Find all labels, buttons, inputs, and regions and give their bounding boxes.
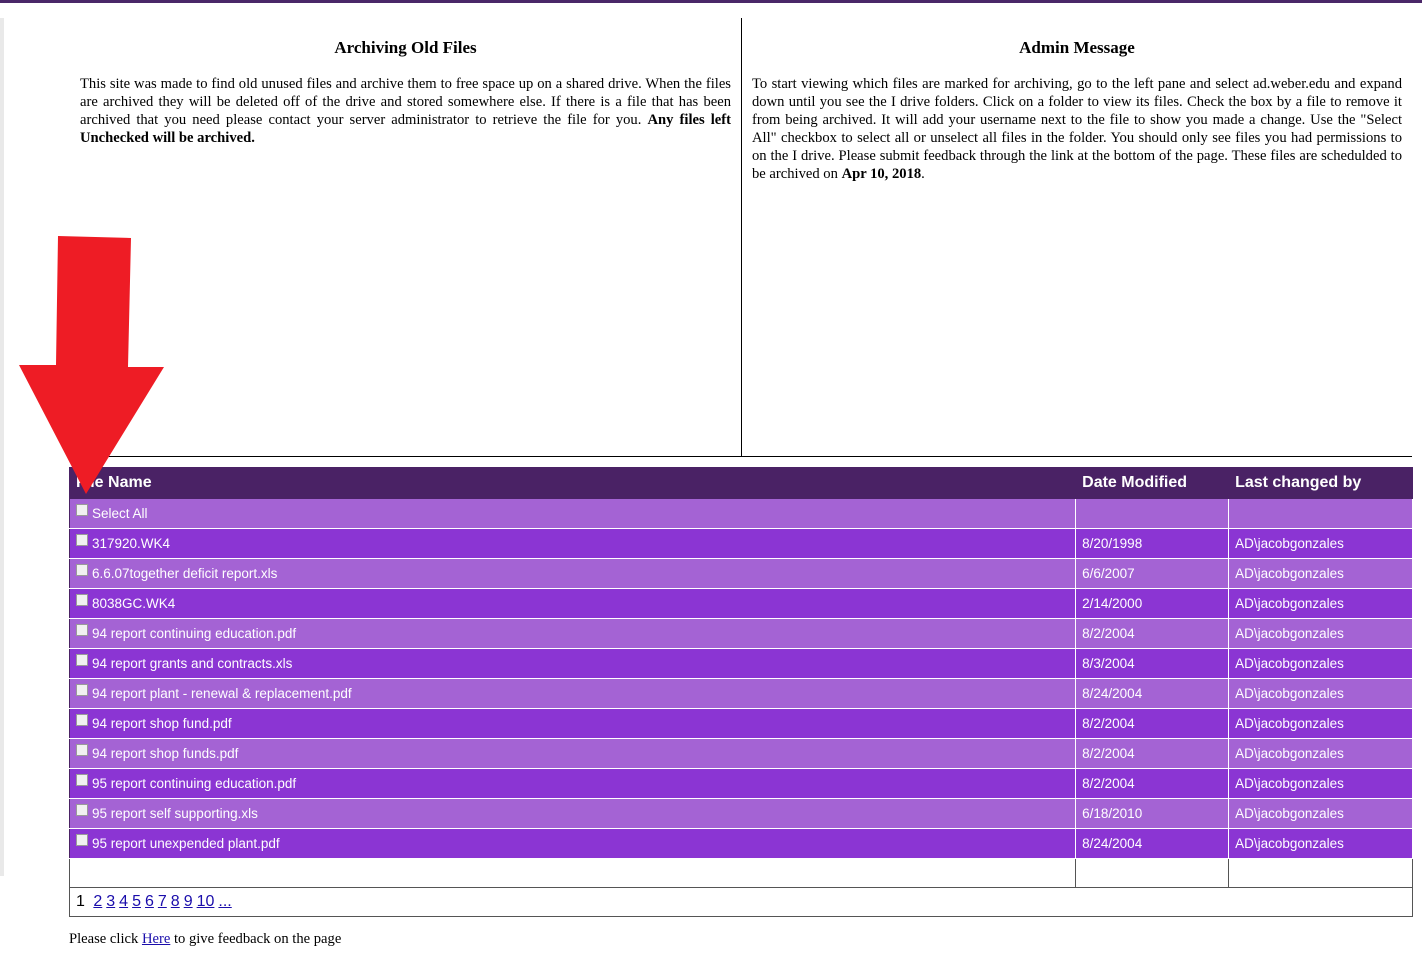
- select-all-user-cell: [1229, 499, 1413, 529]
- file-checkbox[interactable]: [76, 744, 88, 756]
- date-modified-cell: 8/3/2004: [1076, 649, 1229, 679]
- pager-link[interactable]: 5: [132, 893, 141, 910]
- select-all-cell: [70, 499, 1076, 529]
- file-name: 95 report continuing education.pdf: [92, 776, 297, 791]
- last-changed-by-cell: AD\jacobgonzales: [1229, 739, 1413, 769]
- left-pane-edge: [0, 18, 4, 876]
- date-modified-cell: 8/24/2004: [1076, 679, 1229, 709]
- file-table: [69, 467, 1413, 917]
- file-name-cell: [70, 829, 1076, 859]
- file-checkbox[interactable]: [76, 834, 88, 846]
- last-changed-by-cell: AD\jacobgonzales: [1229, 589, 1413, 619]
- empty-cell: [1076, 859, 1229, 888]
- feedback-link[interactable]: Here: [141, 931, 171, 947]
- admin-message-text: [752, 75, 1402, 183]
- table-row: [70, 589, 1413, 619]
- table-row: [70, 829, 1413, 859]
- table-row: [70, 769, 1413, 799]
- pager-link[interactable]: 10: [196, 893, 215, 910]
- table-row: [70, 799, 1413, 829]
- last-changed-by-cell: AD\jacobgonzales: [1229, 829, 1413, 859]
- table-header-row: [70, 468, 1413, 499]
- file-checkbox[interactable]: [76, 534, 88, 546]
- select-all-date-cell: [1076, 499, 1229, 529]
- file-name-cell: [70, 589, 1076, 619]
- table-row: [70, 649, 1413, 679]
- last-changed-by-cell: AD\jacobgonzales: [1229, 649, 1413, 679]
- archiving-info-text: [80, 75, 731, 147]
- pager-link[interactable]: ...: [218, 893, 232, 910]
- last-changed-by-cell: AD\jacobgonzales: [1229, 679, 1413, 709]
- pager-link[interactable]: 2: [93, 893, 103, 910]
- column-header-date-modified[interactable]: Date Modified: [1076, 468, 1229, 499]
- column-header-file-name[interactable]: File Name: [70, 468, 1076, 499]
- file-name-cell: [70, 679, 1076, 709]
- pager-link[interactable]: 4: [119, 893, 129, 910]
- last-changed-by-cell: AD\jacobgonzales: [1229, 619, 1413, 649]
- select-all-checkbox[interactable]: [76, 504, 88, 516]
- file-checkbox[interactable]: [76, 684, 88, 696]
- table-row: [70, 529, 1413, 559]
- pager-current-page: 1: [76, 893, 85, 910]
- file-name: 94 report shop fund.pdf: [92, 716, 232, 731]
- date-modified-cell: 8/20/1998: [1076, 529, 1229, 559]
- table-row: [70, 739, 1413, 769]
- archiving-info-title: Archiving Old Files: [334, 38, 477, 57]
- feedback-text-after: to give feedback on the page: [170, 931, 342, 947]
- table-row: [70, 679, 1413, 709]
- file-name-cell: [70, 769, 1076, 799]
- file-name-cell: [70, 619, 1076, 649]
- table-row: [70, 709, 1413, 739]
- file-name-cell: [70, 739, 1076, 769]
- file-checkbox[interactable]: [76, 774, 88, 786]
- red-down-arrow-icon: [18, 236, 166, 496]
- date-modified-cell: 2/14/2000: [1076, 589, 1229, 619]
- date-modified-cell: 6/6/2007: [1076, 559, 1229, 589]
- file-checkbox[interactable]: [76, 804, 88, 816]
- archiving-info-panel: [70, 18, 742, 456]
- date-modified-cell: 8/2/2004: [1076, 739, 1229, 769]
- date-modified-cell: 8/2/2004: [1076, 619, 1229, 649]
- admin-message-end: .: [921, 166, 925, 182]
- pager-link[interactable]: 7: [157, 893, 167, 910]
- select-all-row: [70, 499, 1413, 529]
- archive-date: Apr 10, 2018: [841, 166, 922, 182]
- archiving-info-body: This site was made to find old unused files and archive them to free space up on a shared drive. When the files are archived they will be deleted off of the drive and stored somewhere else. If there is a file that has been archived that you need please contact your server administrator to retrieve the file for you.: [80, 76, 731, 128]
- admin-message-body: To start viewing which files are marked for archiving, go to the left pane and select ad.weber.edu and expand down until you see the I drive folders. Click on a folder to view its files. Check the box by a file to remove it from being archived. It will add your username next to the file to show you made a change. Use the "Select All" checkbox to select all or unselect all files in the folder. You should only see files you had permissions to on the I drive. Please submit feedback through the link at the bottom of the page. These files are schedulded to be archived on: [752, 76, 1402, 182]
- table-row: [70, 619, 1413, 649]
- file-checkbox[interactable]: [76, 564, 88, 576]
- column-header-last-changed-by[interactable]: Last changed by: [1229, 468, 1413, 499]
- last-changed-by-cell: AD\jacobgonzales: [1229, 559, 1413, 589]
- file-name: 8038GC.WK4: [92, 596, 176, 611]
- panel-divider: [70, 456, 1412, 457]
- date-modified-cell: 6/18/2010: [1076, 799, 1229, 829]
- date-modified-cell: 8/2/2004: [1076, 709, 1229, 739]
- file-name-cell: [70, 559, 1076, 589]
- file-name: 95 report unexpended plant.pdf: [92, 836, 280, 851]
- date-modified-cell: 8/2/2004: [1076, 769, 1229, 799]
- table-empty-row: [70, 859, 1413, 888]
- file-name-cell: [70, 529, 1076, 559]
- empty-cell: [1229, 859, 1413, 888]
- pager-link[interactable]: 9: [183, 893, 193, 910]
- empty-cell: [70, 859, 1076, 888]
- file-checkbox[interactable]: [76, 594, 88, 606]
- last-changed-by-cell: AD\jacobgonzales: [1229, 529, 1413, 559]
- admin-message-panel: [742, 18, 1412, 456]
- file-name: 94 report continuing education.pdf: [92, 626, 297, 641]
- file-name-cell: [70, 709, 1076, 739]
- pager-link[interactable]: 8: [170, 893, 180, 910]
- pager-link[interactable]: 3: [106, 893, 116, 910]
- pager: [70, 888, 1413, 917]
- pager-row: [70, 888, 1413, 917]
- file-name: 94 report plant - renewal & replacement.pdf: [92, 686, 352, 701]
- select-all-label[interactable]: Select All: [92, 506, 148, 521]
- table-row: [70, 559, 1413, 589]
- admin-message-title: Admin Message: [1019, 38, 1135, 57]
- archiving-info-warning: Any files left Unchecked will be archived.: [80, 112, 731, 146]
- last-changed-by-cell: AD\jacobgonzales: [1229, 799, 1413, 829]
- feedback-text-before: Please click: [69, 931, 142, 947]
- file-name: 94 report shop funds.pdf: [92, 746, 239, 761]
- date-modified-cell: 8/24/2004: [1076, 829, 1229, 859]
- last-changed-by-cell: AD\jacobgonzales: [1229, 709, 1413, 739]
- file-name: 95 report self supporting.xls: [92, 806, 258, 821]
- last-changed-by-cell: AD\jacobgonzales: [1229, 769, 1413, 799]
- file-name: 6.6.07together deficit report.xls: [92, 566, 278, 581]
- top-border: [0, 0, 1422, 3]
- file-name: 317920.WK4: [92, 536, 171, 551]
- file-checkbox[interactable]: [76, 624, 88, 636]
- file-name-cell: [70, 649, 1076, 679]
- file-name: 94 report grants and contracts.xls: [92, 656, 293, 671]
- file-checkbox[interactable]: [76, 714, 88, 726]
- file-name-cell: [70, 799, 1076, 829]
- pager-link[interactable]: 6: [144, 893, 154, 910]
- feedback-line: [69, 931, 341, 948]
- file-checkbox[interactable]: [76, 654, 88, 666]
